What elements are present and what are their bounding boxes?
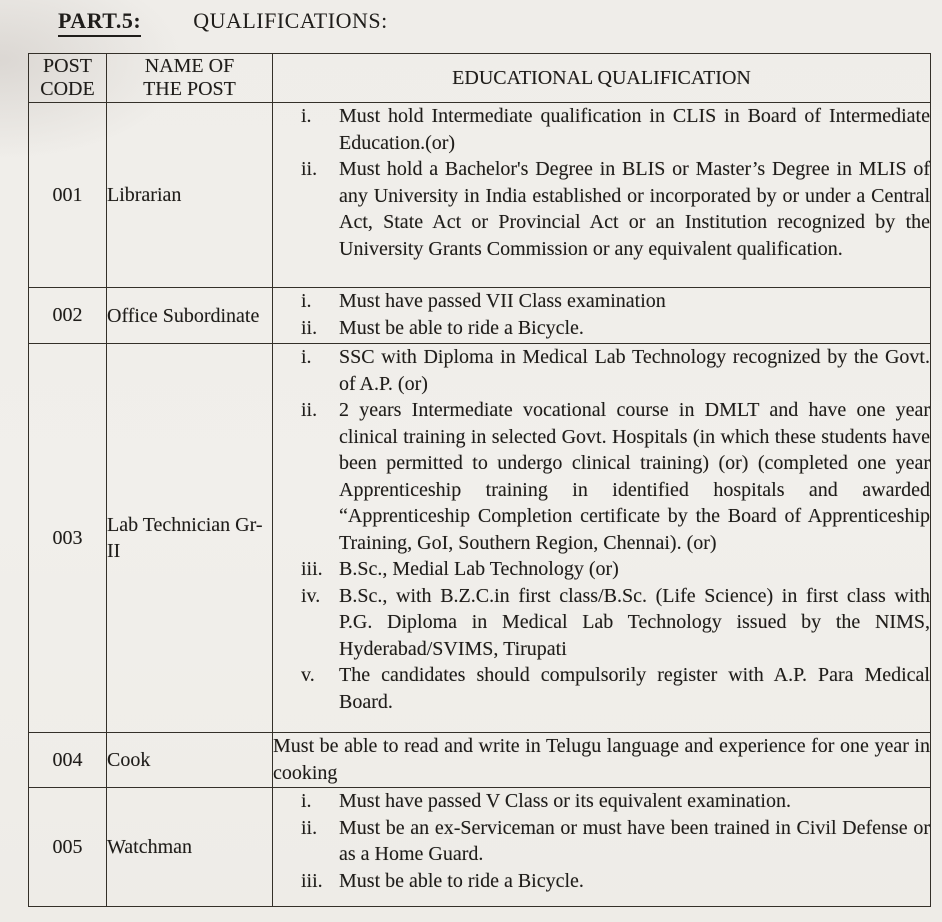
qualification-item	[273, 583, 930, 663]
qualification-cell	[273, 733, 931, 788]
post-name-cell	[107, 344, 273, 733]
qualification-text: Must have passed VII Class examination	[339, 290, 666, 312]
post-code-cell	[29, 788, 107, 907]
qualification-text: The candidates should compulsorily register with A.P. Para Medical Board.	[339, 664, 930, 713]
list-item-marker: ii.	[301, 158, 318, 180]
qualification-text: B.Sc., Medial Lab Technology (or)	[339, 558, 619, 580]
table-header-row	[29, 54, 931, 103]
post-code-cell	[29, 288, 107, 344]
post-name-cell	[107, 788, 273, 907]
qualification-cell	[273, 788, 931, 907]
qualification-item	[273, 868, 930, 895]
qualifications-table	[28, 53, 931, 907]
list-item-marker: i.	[301, 105, 312, 127]
qualification-text: Must be able to ride a Bicycle.	[339, 869, 584, 892]
post-name-value: Watchman	[107, 836, 193, 858]
qualification-cell	[273, 288, 931, 344]
qualification-item	[273, 788, 930, 815]
post-name-cell	[107, 103, 273, 288]
list-item-marker: ii.	[301, 816, 318, 839]
qualification-text: B.Sc., with B.Z.C.in first class/B.Sc. (Life Science) in first class with P.G. Diploma in Medical Lab Technology issued by the NIMS, Hyderabad/SVIMS, Tirupati	[339, 584, 930, 660]
column-header-post-name	[107, 54, 273, 103]
table-body	[29, 103, 931, 907]
qualification-item	[273, 662, 930, 715]
list-item-marker: ii.	[301, 399, 318, 421]
table-row	[29, 103, 931, 288]
qualification-item	[273, 288, 930, 315]
post-code-cell	[29, 103, 107, 288]
qualification-text: Must hold a Bachelor's Degree in BLIS or Master’s Degree in MLIS of any University in India established or incorporated by or under a Central Act, State Act or Provincial Act or an Institution recognized by the University Grants Commission or any equivalent qualification.	[339, 158, 930, 260]
qualification-item	[273, 103, 930, 156]
post-name-value: Cook	[107, 749, 151, 771]
section-heading	[0, 8, 942, 37]
list-item-marker: v.	[301, 664, 315, 686]
table-row	[29, 788, 931, 907]
column-header-post-code-label: POST CODE	[40, 55, 95, 100]
qualification-text: Must be an ex-Serviceman or must have been trained in Civil Defense or as a Home Guard.	[339, 816, 930, 865]
list-item-marker: i.	[301, 290, 312, 312]
list-item-marker: i.	[301, 346, 312, 368]
qualification-item	[273, 815, 930, 868]
qualification-text: Must be able to read and write in Telugu language and experience for one year in cooking	[273, 735, 930, 784]
list-item-marker: iii.	[301, 869, 323, 892]
column-header-post-code	[29, 54, 107, 103]
qualification-text: SSC with Diploma in Medical Lab Technology recognized by the Govt. of A.P. (or)	[339, 346, 930, 395]
column-header-qualification-label: EDUCATIONAL QUALIFICATION	[452, 66, 751, 89]
post-name-value: Librarian	[107, 184, 182, 206]
list-item-marker: iv.	[301, 584, 321, 607]
qualification-item	[273, 397, 930, 556]
post-name-cell	[107, 288, 273, 344]
qualification-item	[273, 556, 930, 583]
table-row	[29, 288, 931, 344]
qualification-text: Must be able to ride a Bicycle.	[339, 316, 584, 339]
qualification-item	[273, 315, 930, 342]
qualification-text: Must have passed V Class or its equivalent examination.	[339, 790, 791, 812]
qualification-text: 2 years Intermediate vocational course in DMLT and have one year clinical training in selected Govt. Hospitals (in which these students have been permitted to undergo clinical training) (or) (completed one year Apprenticeship training in identified hospitals and awarded “Apprenticeship Completion certificate by the Board of Apprenticeship Training, GoI, Southern Region, Chennai). (or)	[339, 399, 930, 554]
qualification-cell	[273, 103, 931, 288]
post-code-value: 005	[52, 835, 83, 858]
post-name-cell	[107, 733, 273, 788]
list-item-marker: i.	[301, 790, 312, 812]
section-label: PART.5:	[58, 8, 141, 37]
table-row	[29, 344, 931, 733]
table-row	[29, 733, 931, 788]
post-code-cell	[29, 733, 107, 788]
post-name-value: Office Subordinate	[107, 304, 260, 327]
section-title: QUALIFICATIONS:	[193, 8, 388, 33]
post-code-value: 002	[52, 304, 83, 326]
post-code-value: 004	[52, 748, 83, 771]
qualification-item	[273, 156, 930, 262]
qualification-item	[273, 733, 930, 786]
qualification-cell	[273, 344, 931, 733]
post-code-value: 001	[52, 183, 83, 206]
column-header-qualification	[273, 54, 931, 103]
column-header-post-name-label: NAME OF THE POST	[143, 55, 236, 100]
list-item-marker: iii.	[301, 558, 323, 580]
list-item-marker: ii.	[301, 316, 318, 339]
post-code-cell	[29, 344, 107, 733]
qualification-item	[273, 344, 930, 397]
post-code-value: 003	[52, 526, 83, 549]
post-name-value: Lab Technician Gr-II	[107, 514, 263, 562]
qualification-text: Must hold Intermediate qualification in CLIS in Board of Intermediate Education.(or)	[339, 105, 930, 154]
